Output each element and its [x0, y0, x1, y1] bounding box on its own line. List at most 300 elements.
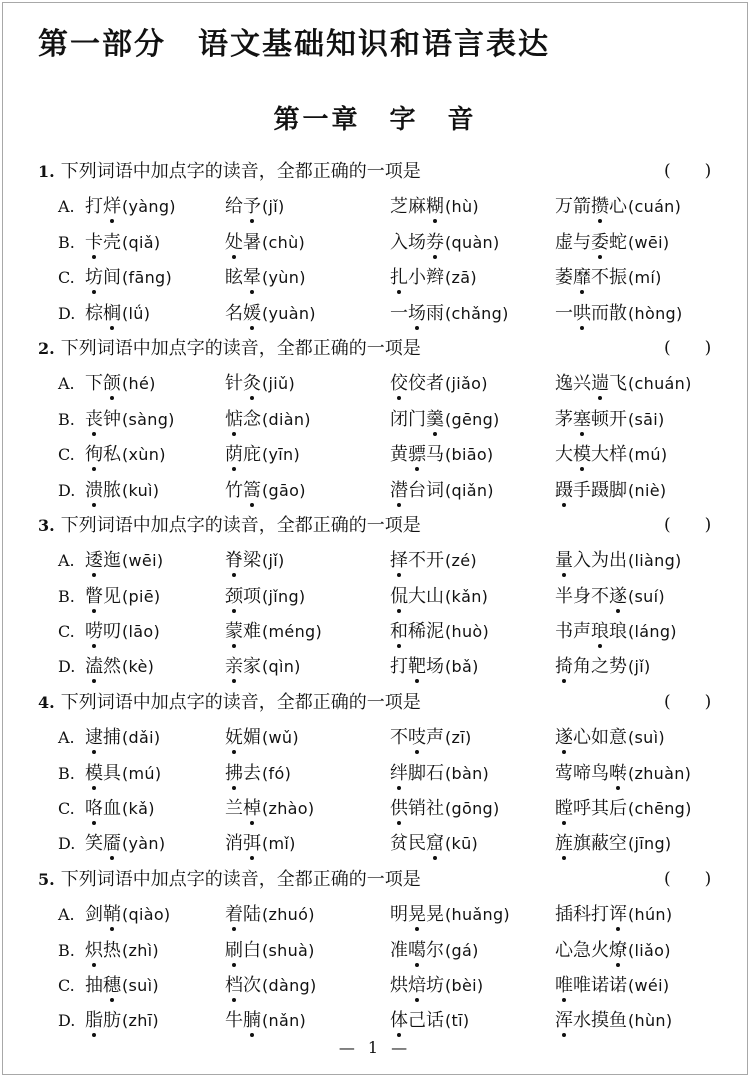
- option-label: D.: [58, 303, 76, 323]
- word-prefix: 兰: [225, 798, 243, 820]
- pinyin: (suì): [628, 728, 665, 748]
- pinyin: (mú): [628, 445, 668, 465]
- pinyin: (gá): [445, 940, 479, 960]
- option-row-a: [0, 366, 750, 401]
- emphasis-char: 吱: [408, 727, 426, 749]
- option-label: D.: [58, 657, 76, 677]
- word-suffix: 坊: [426, 974, 444, 996]
- pinyin: (xùn): [122, 445, 166, 465]
- emphasis-char: 骠: [408, 444, 426, 466]
- emphasis-char: 刷: [225, 939, 243, 961]
- pinyin: (biāo): [445, 445, 494, 465]
- emphasis-char: 燎: [609, 939, 627, 961]
- option-label: D.: [58, 1011, 76, 1031]
- pinyin: (kū): [445, 834, 479, 854]
- emphasis-char: 晃: [408, 904, 426, 926]
- option-label: A.: [58, 905, 75, 925]
- emphasis-char: 着: [225, 904, 243, 926]
- word-prefix: 黄: [390, 444, 408, 466]
- pinyin: (jǐng): [262, 586, 306, 606]
- option-row-d: [0, 473, 750, 508]
- word-suffix: 雨: [426, 302, 444, 324]
- pinyin: (kǎ): [122, 799, 155, 819]
- word-item: [390, 933, 555, 968]
- emphasis-char: 媛: [243, 302, 261, 324]
- word-suffix: 见: [103, 585, 121, 607]
- question-number: 2.: [38, 338, 55, 358]
- option-row-b: [0, 579, 750, 614]
- word-item: [225, 366, 390, 401]
- word-suffix: 去: [243, 762, 261, 784]
- emphasis-char: 惦: [225, 408, 243, 430]
- word-item: [555, 189, 715, 224]
- word-item: [390, 543, 555, 578]
- word-item: [555, 225, 715, 260]
- emphasis-char: 鞘: [103, 904, 121, 926]
- pinyin: (zhì): [122, 940, 159, 960]
- pinyin: (wǔ): [262, 728, 299, 748]
- pinyin: (cuán): [628, 197, 682, 217]
- word-suffix: 而散: [591, 302, 627, 324]
- pinyin: (liàng): [628, 551, 682, 571]
- word-prefix: 烘: [390, 974, 408, 996]
- word-item: [85, 614, 225, 649]
- pinyin: (yùn): [262, 268, 306, 288]
- emphasis-char: 诨: [609, 904, 627, 926]
- word-suffix: 旗蔽空: [573, 833, 627, 855]
- word-item: [555, 756, 715, 791]
- pinyin: (wéi): [628, 975, 670, 995]
- word-item: [555, 473, 715, 508]
- pinyin: (bǎ): [445, 657, 479, 677]
- emphasis-char: 焙: [408, 974, 426, 996]
- emphasis-char: 遂: [555, 727, 573, 749]
- emphasis-char: 处: [225, 231, 243, 253]
- word-suffix: 己话: [408, 1010, 444, 1032]
- emphasis-char: 颌: [103, 373, 121, 395]
- emphasis-char: 弭: [243, 833, 261, 855]
- pinyin: (mí): [628, 268, 662, 288]
- answer-blank: ( ): [664, 514, 712, 535]
- option-label: A.: [58, 197, 75, 217]
- word-prefix: 明: [390, 904, 408, 926]
- answer-blank: ( ): [664, 337, 712, 358]
- word-suffix: 肪: [103, 1010, 121, 1032]
- pinyin: (dǎi): [122, 728, 161, 748]
- emphasis-char: 脂: [85, 1010, 103, 1032]
- pinyin: (chǎng): [445, 303, 509, 323]
- word-suffix: 白: [243, 939, 261, 961]
- pinyin: (niè): [628, 480, 667, 500]
- word-suffix: 佼者: [408, 373, 444, 395]
- pinyin: (láng): [628, 622, 677, 642]
- pinyin: (gēng): [445, 409, 500, 429]
- word-item: [225, 225, 390, 260]
- word-item: [85, 579, 225, 614]
- option-label: A.: [58, 728, 75, 748]
- page-number: — 1 —: [338, 1038, 412, 1057]
- pinyin: (diàn): [262, 409, 311, 429]
- word-item: [390, 897, 555, 932]
- word-suffix: 热: [103, 939, 121, 961]
- pinyin: (qiào): [122, 905, 171, 925]
- pinyin: (sàng): [122, 409, 175, 429]
- word-prefix: 准: [390, 939, 408, 961]
- emphasis-char: 绊: [390, 762, 408, 784]
- option-row-d: [0, 826, 750, 861]
- emphasis-char: 溘: [85, 656, 103, 678]
- option-row-a: [0, 543, 750, 578]
- word-suffix: 尔: [426, 939, 444, 961]
- word-prefix: 闭门: [390, 408, 426, 430]
- emphasis-char: 浑: [555, 1010, 573, 1032]
- emphasis-char: 穗: [103, 974, 121, 996]
- word-prefix: 抽: [85, 974, 103, 996]
- pinyin: (gōng): [445, 799, 500, 819]
- pinyin: (lāo): [122, 622, 161, 642]
- word-item: [555, 260, 715, 295]
- word-item: [225, 649, 390, 684]
- emphasis-char: 糊: [426, 196, 444, 218]
- word-item: [225, 1003, 390, 1038]
- emphasis-char: 遂: [609, 585, 627, 607]
- pinyin: (sāi): [628, 409, 665, 429]
- word-item: [85, 897, 225, 932]
- word-item: [225, 437, 390, 472]
- word-item: [85, 473, 225, 508]
- pinyin: (yàn): [122, 834, 166, 854]
- word-suffix: 私: [103, 444, 121, 466]
- option-label: D.: [58, 480, 76, 500]
- option-row-b: [0, 402, 750, 437]
- option-row-b: [0, 225, 750, 260]
- pinyin: (piē): [122, 586, 161, 606]
- word-item: [390, 189, 555, 224]
- question-stem: 下列词语中加点字的读音，全都正确的一项是: [60, 691, 421, 713]
- pinyin: (nǎn): [262, 1011, 307, 1031]
- word-suffix: 心: [609, 196, 627, 218]
- emphasis-char: 徇: [85, 444, 103, 466]
- word-item: [225, 826, 390, 861]
- word-prefix: 针: [225, 373, 243, 395]
- question-1: [0, 154, 750, 331]
- emphasis-char: 灸: [243, 373, 261, 395]
- word-suffix: 叨: [103, 621, 121, 643]
- word-suffix: 迤: [103, 550, 121, 572]
- option-label: A.: [58, 374, 75, 394]
- pinyin: (fó): [262, 763, 292, 783]
- word-suffix: 血: [103, 798, 121, 820]
- word-item: [390, 756, 555, 791]
- word-item: [390, 720, 555, 755]
- emphasis-char: 颈: [225, 585, 243, 607]
- emphasis-char: 供: [390, 798, 408, 820]
- word-item: [225, 897, 390, 932]
- emphasis-char: 脊: [225, 550, 243, 572]
- word-item: [555, 614, 715, 649]
- word-item: [390, 791, 555, 826]
- emphasis-char: 扎: [390, 267, 408, 289]
- word-suffix: 飞: [609, 373, 627, 395]
- word-item: [390, 1003, 555, 1038]
- emphasis-char: 烊: [103, 196, 121, 218]
- option-label: C.: [58, 622, 75, 642]
- emphasis-char: 靥: [103, 833, 121, 855]
- pinyin: (zā): [445, 268, 477, 288]
- answer-blank: ( ): [664, 691, 712, 712]
- word-item: [555, 649, 715, 684]
- word-item: [555, 968, 715, 1003]
- pinyin: (zhuàn): [628, 763, 692, 783]
- word-prefix: 芝麻: [390, 196, 426, 218]
- option-label: C.: [58, 975, 75, 995]
- word-prefix: 一: [555, 302, 573, 324]
- word-prefix: 心急火: [555, 939, 609, 961]
- emphasis-char: 予: [243, 196, 261, 218]
- word-suffix: 捕: [103, 727, 121, 749]
- word-item: [85, 1003, 225, 1038]
- emphasis-char: 坊: [85, 267, 103, 289]
- word-prefix: 萎: [555, 267, 573, 289]
- word-suffix: 入为出: [573, 550, 627, 572]
- word-item: [225, 189, 390, 224]
- word-prefix: 不: [390, 727, 408, 749]
- emphasis-char: 亲: [225, 656, 243, 678]
- word-prefix: 逸兴: [555, 373, 591, 395]
- emphasis-char: 遄: [591, 373, 609, 395]
- word-suffix: 心如意: [573, 727, 627, 749]
- emphasis-char: 瞥: [85, 585, 103, 607]
- emphasis-char: 咯: [85, 798, 103, 820]
- word-prefix: 名: [225, 302, 243, 324]
- emphasis-char: 卡: [85, 231, 103, 253]
- question-5: [0, 862, 750, 1039]
- pinyin: (shuà): [262, 940, 315, 960]
- pinyin: (wēi): [628, 232, 670, 252]
- word-prefix: 笑: [85, 833, 103, 855]
- word-prefix: 打: [390, 656, 408, 678]
- emphasis-char: 啭: [609, 762, 627, 784]
- word-suffix: 销社: [408, 798, 444, 820]
- pinyin: (kuì): [122, 480, 160, 500]
- pinyin: (mú): [122, 763, 162, 783]
- option-row-d: [0, 1003, 750, 1038]
- pinyin: (yàng): [122, 197, 176, 217]
- option-row-b: [0, 933, 750, 968]
- word-item: [225, 933, 390, 968]
- word-suffix: 马: [426, 444, 444, 466]
- word-suffix: 庇: [243, 444, 261, 466]
- emphasis-char: 腩: [243, 1010, 261, 1032]
- emphasis-char: 溃: [85, 479, 103, 501]
- option-label: C.: [58, 445, 75, 465]
- question-4: [0, 685, 750, 862]
- option-label: D.: [58, 834, 76, 854]
- emphasis-char: 瞠: [555, 798, 573, 820]
- emphasis-char: 唯: [555, 974, 573, 996]
- word-item: [390, 649, 555, 684]
- option-label: C.: [58, 268, 75, 288]
- question-stem-row: [0, 685, 750, 720]
- word-suffix: 蛇: [609, 231, 627, 253]
- word-prefix: 打: [85, 196, 103, 218]
- word-suffix: 水摸鱼: [573, 1010, 627, 1032]
- option-row-a: [0, 720, 750, 755]
- word-item: [225, 260, 390, 295]
- emphasis-char: 羹: [426, 408, 444, 430]
- question-stem: 下列词语中加点字的读音，全都正确的一项是: [60, 161, 421, 182]
- word-suffix: 次: [243, 974, 261, 996]
- emphasis-char: 靶: [408, 656, 426, 678]
- word-item: [225, 756, 390, 791]
- emphasis-char: 篙: [243, 479, 261, 501]
- emphasis-char: 逶: [85, 550, 103, 572]
- option-label: B.: [58, 409, 75, 429]
- question-3: [0, 508, 750, 685]
- pinyin: (hé): [122, 374, 156, 394]
- emphasis-char: 妩: [225, 727, 243, 749]
- word-item: [225, 402, 390, 437]
- chapter-title: 第一章 字 音: [273, 105, 477, 135]
- word-suffix: 脚石: [408, 762, 444, 784]
- word-suffix: 然: [103, 656, 121, 678]
- option-label: B.: [58, 586, 75, 606]
- pinyin: (huò): [445, 622, 490, 642]
- question-stem-row: [0, 154, 750, 189]
- pinyin: (yuàn): [262, 303, 316, 323]
- pinyin: (kè): [122, 657, 155, 677]
- option-label: B.: [58, 763, 75, 783]
- word-prefix: 棕: [85, 302, 103, 324]
- pinyin: (huǎng): [445, 905, 510, 925]
- word-suffix: 场: [426, 656, 444, 678]
- pinyin: (suì): [122, 975, 159, 995]
- word-item: [555, 720, 715, 755]
- pinyin: (gāo): [262, 480, 306, 500]
- emphasis-char: 潜: [390, 479, 408, 501]
- option-row-d: [0, 296, 750, 331]
- emphasis-char: 哄: [573, 302, 591, 324]
- word-suffix: 项: [243, 585, 261, 607]
- word-item: [555, 897, 715, 932]
- emphasis-char: 和: [390, 621, 408, 643]
- emphasis-char: 择: [390, 550, 408, 572]
- word-item: [85, 968, 225, 1003]
- emphasis-char: 丧: [85, 408, 103, 430]
- pinyin: (zī): [445, 728, 472, 748]
- pinyin: (zhī): [122, 1011, 159, 1031]
- word-item: [225, 579, 390, 614]
- question-stem: 下列词语中加点字的读音，全都正确的一项是: [60, 868, 421, 890]
- pinyin: (zhuó): [262, 905, 315, 925]
- word-item: [390, 296, 555, 331]
- option-row-c: [0, 791, 750, 826]
- emphasis-char: 晕: [243, 267, 261, 289]
- option-row-d: [0, 649, 750, 684]
- word-suffix: 陆: [243, 904, 261, 926]
- pinyin: (qìn): [262, 657, 301, 677]
- word-prefix: 牛: [225, 1010, 243, 1032]
- word-item: [225, 543, 390, 578]
- question-2: [0, 331, 750, 508]
- question-number: 1.: [38, 162, 55, 181]
- emphasis-char: 券: [426, 231, 444, 253]
- part-title: 第一部分 语文基础知识和语言表达: [38, 27, 550, 62]
- pinyin: (zhào): [262, 799, 315, 819]
- word-prefix: 下: [85, 373, 103, 395]
- word-item: [85, 791, 225, 826]
- emphasis-char: 琅: [591, 621, 609, 643]
- word-item: [390, 968, 555, 1003]
- pinyin: (hún): [628, 905, 673, 925]
- word-suffix: 不开: [408, 550, 444, 572]
- pinyin: (hù): [445, 197, 479, 217]
- emphasis-char: 塞: [573, 408, 591, 430]
- word-item: [555, 791, 715, 826]
- word-suffix: 顿开: [591, 408, 627, 430]
- word-suffix: 呼其后: [573, 798, 627, 820]
- word-prefix: 剑: [85, 904, 103, 926]
- word-item: [555, 826, 715, 861]
- option-row-a: [0, 189, 750, 224]
- word-suffix: 念: [243, 408, 261, 430]
- word-prefix: 给: [225, 196, 243, 218]
- question-stem: 下列词语中加点字的读音，全都正确的一项是: [60, 337, 421, 359]
- option-label: A.: [58, 551, 75, 571]
- word-item: [225, 720, 390, 755]
- pinyin: (mǐ): [262, 834, 296, 854]
- pinyin: (hùn): [628, 1011, 673, 1031]
- pinyin: (bèi): [445, 975, 484, 995]
- emphasis-char: 掎: [555, 656, 573, 678]
- word-item: [555, 402, 715, 437]
- option-row-c: [0, 614, 750, 649]
- word-prefix: 万箭: [555, 196, 591, 218]
- pinyin: (kǎn): [445, 586, 489, 606]
- question-stem-row: [0, 331, 750, 366]
- word-suffix: 梁: [243, 550, 261, 572]
- word-item: [225, 791, 390, 826]
- word-suffix: 唯诺诺: [573, 974, 627, 996]
- word-suffix: 壳: [103, 231, 121, 253]
- pinyin: (méng): [262, 622, 323, 642]
- word-suffix: 晃: [426, 904, 444, 926]
- question-number: 5.: [38, 869, 55, 889]
- answer-blank: ( ): [664, 161, 712, 181]
- word-prefix: 莺啼鸟: [555, 762, 609, 784]
- word-suffix: 家: [243, 656, 261, 678]
- word-item: [390, 402, 555, 437]
- pinyin: (dàng): [262, 975, 317, 995]
- pinyin: (chù): [262, 232, 306, 252]
- word-item: [390, 579, 555, 614]
- emphasis-char: 旌: [555, 833, 573, 855]
- word-suffix: 大样: [591, 444, 627, 466]
- word-prefix: 虚与: [555, 231, 591, 253]
- pinyin: (jīng): [628, 834, 672, 854]
- emphasis-char: 逮: [85, 727, 103, 749]
- word-item: [225, 296, 390, 331]
- emphasis-char: 档: [225, 974, 243, 996]
- word-item: [85, 402, 225, 437]
- pinyin: (wēi): [122, 551, 164, 571]
- word-item: [85, 543, 225, 578]
- word-prefix: 大: [555, 444, 573, 466]
- word-suffix: 手蹑脚: [573, 479, 627, 501]
- emphasis-char: 荫: [225, 444, 243, 466]
- word-item: [555, 579, 715, 614]
- word-item: [555, 437, 715, 472]
